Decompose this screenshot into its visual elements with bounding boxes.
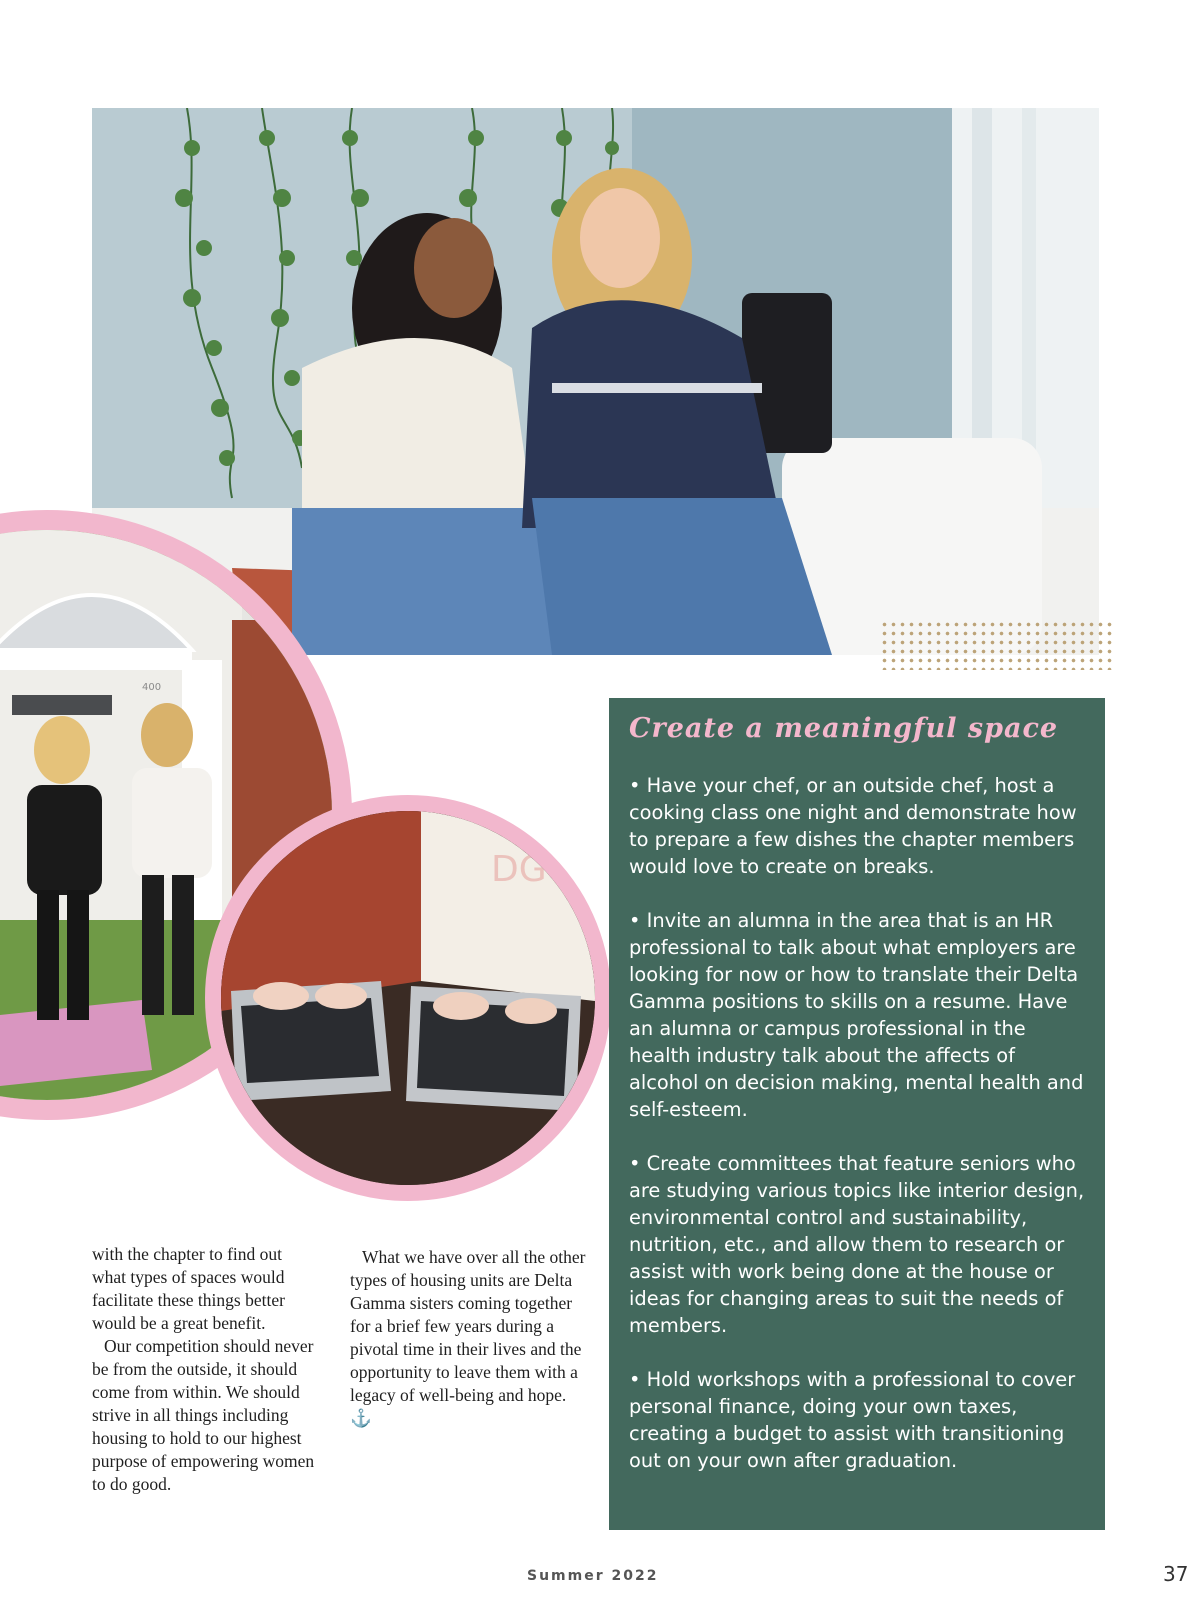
photo-women-on-bed	[92, 108, 1099, 655]
sidebar-tips-box	[609, 698, 1105, 1530]
body-paragraph	[350, 1246, 590, 1430]
body-text-column-middle	[350, 1246, 590, 1430]
house-number: 400	[142, 682, 162, 693]
body-paragraph: Our competition should never be from the outside, it should come from within. We should strive in all things including housing to hold to our highest purpose of empowering women to do good.	[92, 1336, 315, 1494]
tip-senior-committees: • Create committees that feature seniors who are studying various topics like interior design, environmental control and sustainability, nutrition, etc., and allow them to research or assist with work being done at the house or ideas for changing areas to suit the needs of members.	[629, 1152, 1085, 1337]
body-paragraph-text: What we have over all the other types of housing units are Delta Gamma sisters coming together for a brief few years during a pivotal time in their lives and the opportunity to leave them with a legacy of well-being and hope.	[350, 1247, 586, 1405]
tip-finance-workshops: • Hold workshops with a professional to cover personal finance, doing your own taxes, creating a budget to assist with transitioning out on your own after graduation.	[629, 1368, 1076, 1472]
decorative-dot-pattern	[880, 620, 1115, 670]
photo-circle-laptops-illustration	[221, 811, 595, 1185]
issue-label: Summer 2022	[527, 1568, 659, 1584]
anchor-end-mark-icon: ⚓	[350, 1408, 372, 1428]
svg-text:DG: DG	[491, 849, 547, 890]
page-number: 37	[1163, 1562, 1189, 1586]
tip-cooking-class: • Have your chef, or an outside chef, host a cooking class one night and demonstrate how to prepare a few dishes the chapter members would love to create on breaks.	[629, 774, 1077, 878]
body-text-column-left	[92, 1243, 317, 1496]
photo-circle-laptops	[205, 795, 611, 1201]
sidebar-title: Create a meaningful space	[629, 713, 1059, 744]
body-paragraph: with the chapter to find out what types of spaces would facilitate these things better would be a great benefit.	[92, 1244, 285, 1333]
tip-alumna-professional: • Invite an alumna in the area that is an HR professional to talk about what employers are looking for now or how to translate their Delta Gamma positions to skills on a resume. Have an alumna or campus professional in the health industry talk about the affects of alcohol on decision making, mental health and self-esteem.	[629, 909, 1084, 1121]
photo-women-on-bed-illustration	[92, 108, 1099, 655]
